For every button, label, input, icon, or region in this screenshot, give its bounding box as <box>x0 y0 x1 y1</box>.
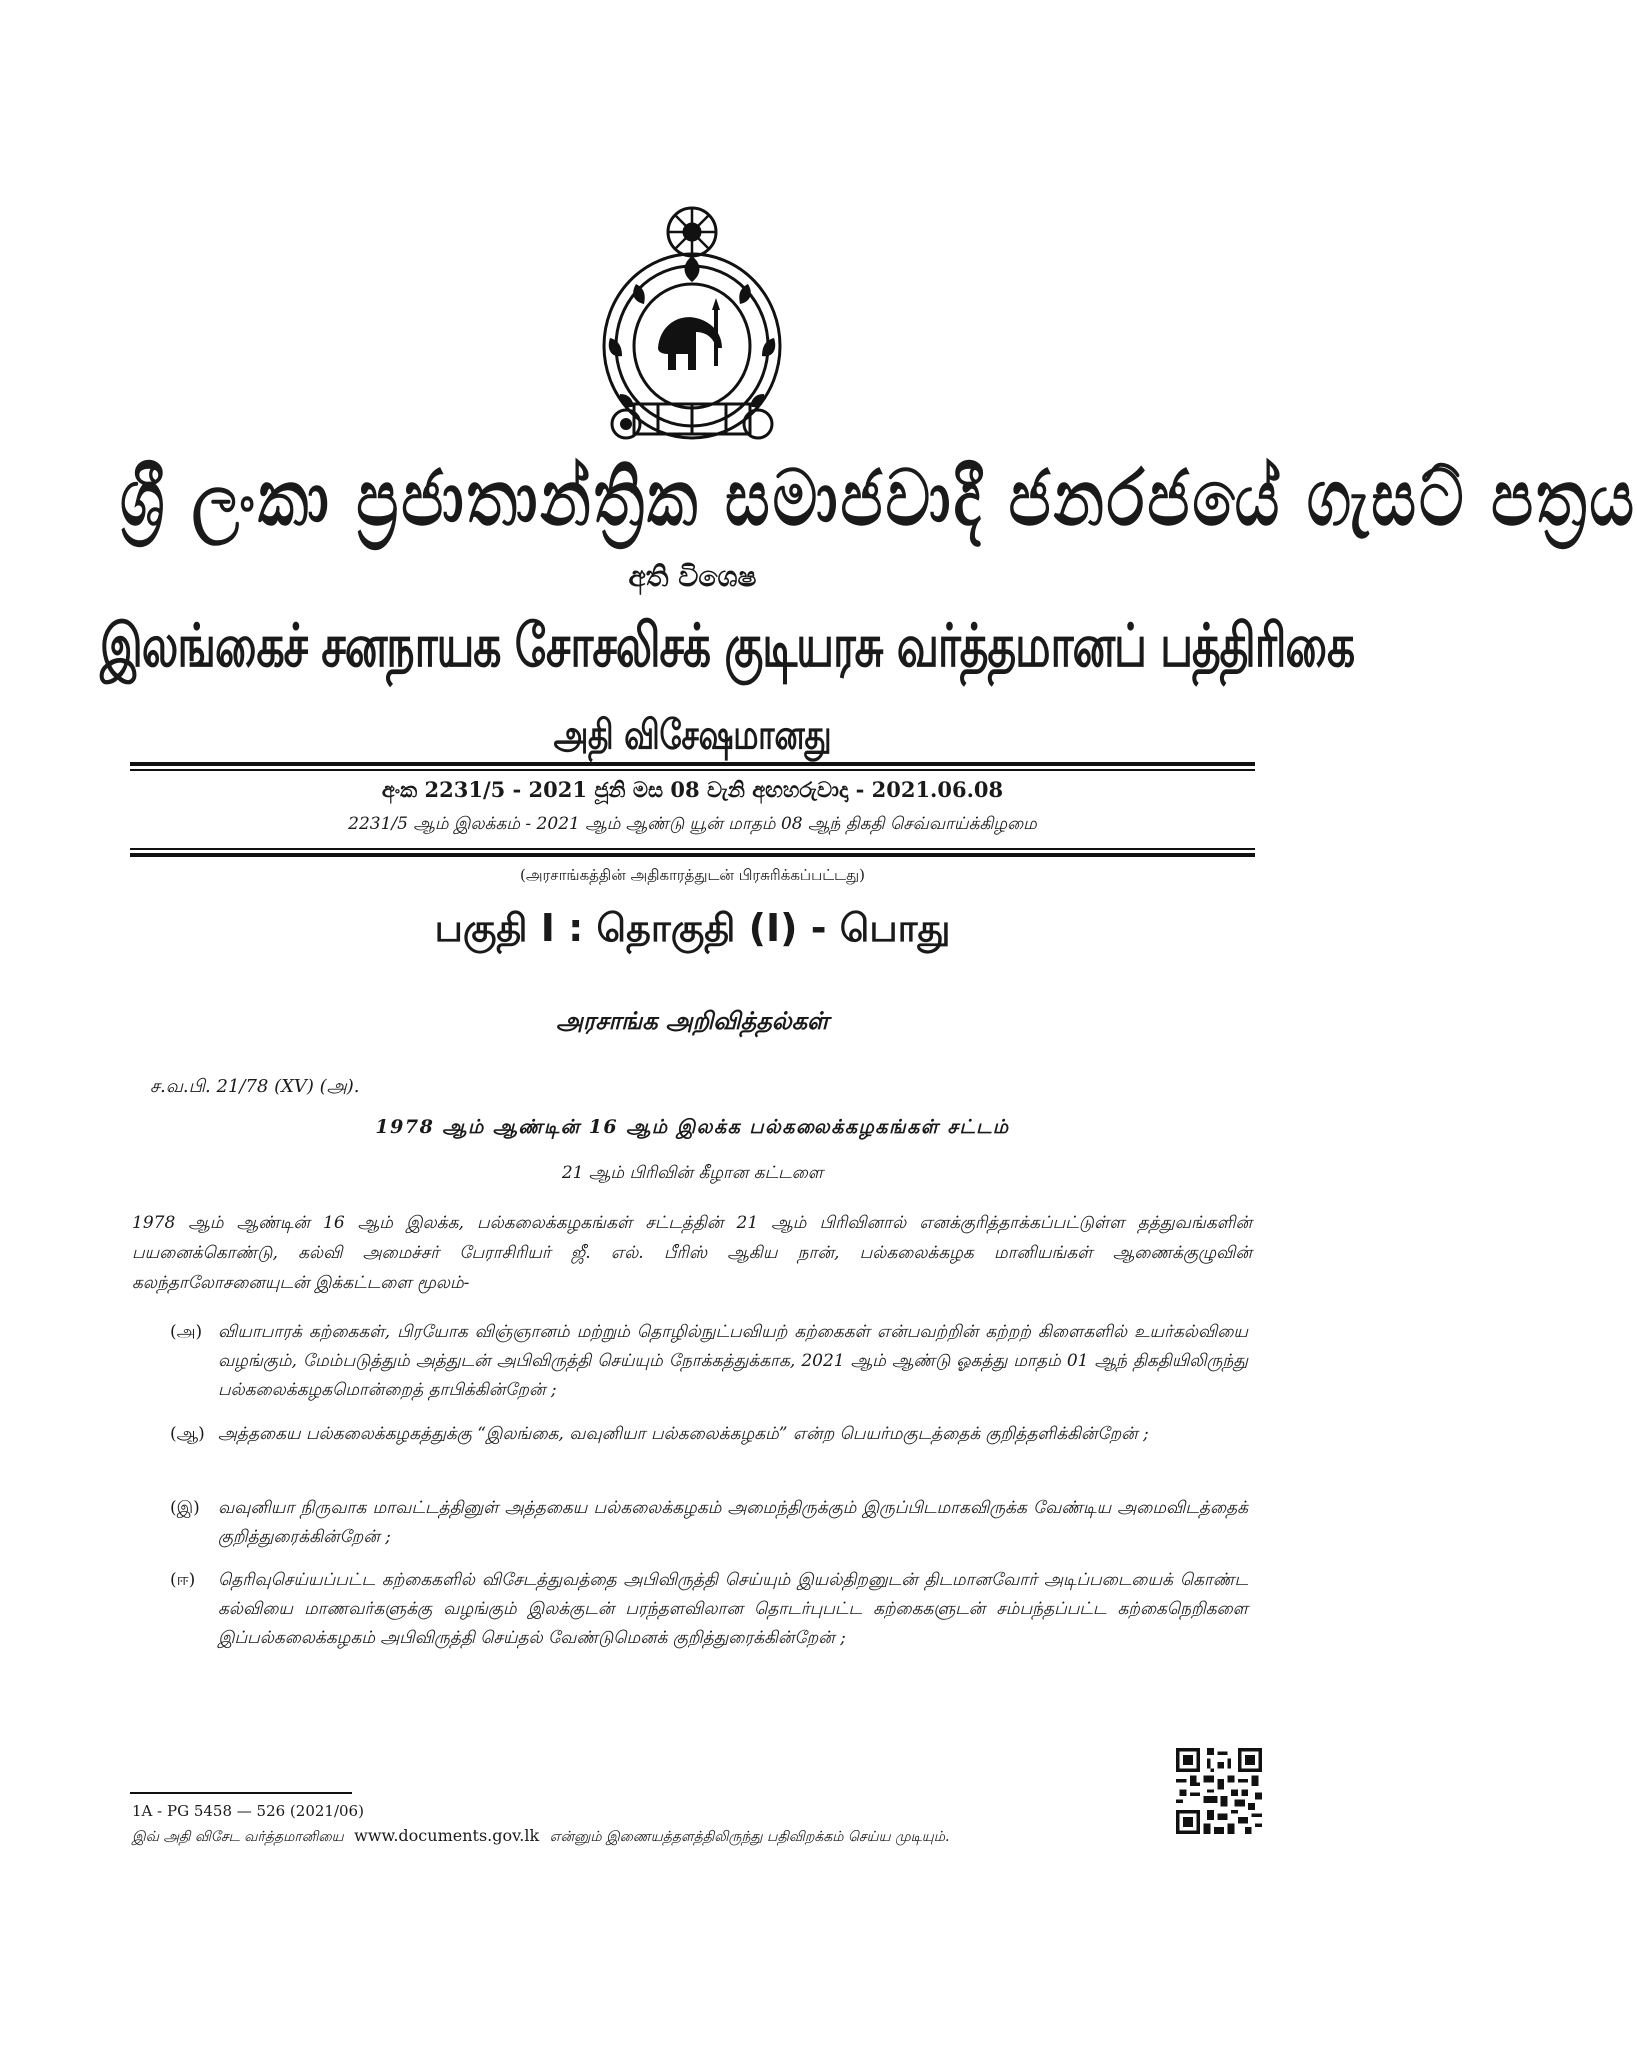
clause-number: (ஈ) <box>170 1570 196 1590</box>
header-divider-thick <box>130 762 1255 766</box>
qr-code-icon[interactable] <box>1176 1748 1262 1834</box>
download-note <box>132 1826 950 1847</box>
footnote-divider <box>130 1792 352 1794</box>
notice-reference: ச.வ.பி. 21/78 (XV) (அ). <box>150 1076 360 1097</box>
issue-divider-thin <box>130 848 1255 850</box>
clause-item <box>170 1420 1248 1449</box>
order-title: 21 ஆம் பிரிவின் கீழான கட்டளை <box>561 1163 824 1183</box>
download-note-suffix: என்னும் இணையத்தளத்திலிருந்து பதிவிறக்கம் செய்ய முடியும். <box>549 1829 950 1845</box>
download-note-prefix: இவ் அதி விசேட வர்த்தமானியை <box>132 1829 344 1845</box>
print-code: 1A - PG 5458 — 526 (2021/06) <box>132 1802 364 1820</box>
clause-item <box>170 1566 1248 1653</box>
issue-number-sinhala: අංක 2231/5 - 2021 ජූනි මස 08 වැනි අඟහරුවාදා - 2021.06.08 <box>381 777 1004 802</box>
documents-link[interactable]: www.documents.gov.lk <box>354 1826 540 1845</box>
sri-lanka-emblem-icon <box>596 198 788 448</box>
gazette-subtitle-tamil: அதி விசேஷமானது <box>553 712 832 759</box>
clause-text: தெரிவுசெய்யப்பட்ட கற்கைகளில் விசேடத்துவத்தை அபிவிருத்தி செய்யும் இயல்திறனுடன் திடமானவோர் அடிப்படையைக் கொண்ட கல்வியை மாணவர்களுக்கு வழங்கும் இலக்குடன் பரந்தளவிலான தொடர்புபட்ட கற்கைகளுடன் சம்பந்தப்பட்ட கற்கைநெறிகளை இப்பல்கலைக்கழகம் அபிவிருத்தி செய்தல் வேண்டுமெனக் குறித்துரைக்கின்றேன் ; <box>218 1570 1248 1648</box>
clause-text: அத்தகைய பல்கலைக்கழகத்துக்கு “இலங்கை, வவுனியா பல்கலைக்கழகம்” என்ற பெயர்மகுடத்தைக் குறித்தளிக்கின்றேன் ; <box>218 1424 1149 1444</box>
clause-text: வவுனியா நிருவாக மாவட்டத்தினுள் அத்தகைய பல்கலைக்கழகம் அமைந்திருக்கும் இருப்பிடமாகவிருக்க வேண்டிய அமைவிடத்தைக் குறித்துரைக்கின்றேன் ; <box>218 1498 1248 1547</box>
act-title: 1978 ஆம் ஆண்டின் 16 ஆம் இலக்க பல்கலைக்கழகங்கள் சட்டம் <box>375 1116 1010 1138</box>
clause-number: (ஆ) <box>170 1424 205 1444</box>
issue-divider-thick <box>130 853 1255 857</box>
section-heading: அரசாங்க அறிவித்தல்கள் <box>556 1006 829 1035</box>
clause-item <box>170 1494 1248 1552</box>
gazette-title-sinhala: ශ්‍රී ලංකා ප්‍රජාතාන්ත්‍රික සමාජවාදී ජනරජයේ ගැසට් පත්‍රය <box>120 452 1637 544</box>
clause-number: (இ) <box>170 1498 200 1518</box>
gazette-title-tamil: இலங்கைச் சனநாயக சோசலிசக் குடியரசு வர்த்தமானப் பத்திரிகை <box>100 612 1355 681</box>
clause-item <box>170 1318 1248 1405</box>
clause-number: (அ) <box>170 1322 203 1342</box>
gazette-subtitle-sinhala: අති විශෙෂ <box>628 560 757 593</box>
publication-authority: (அரசாங்கத்தின் அதிகாரத்துடன் பிரசுரிக்கப்பட்டது) <box>520 866 865 884</box>
part-heading: பகுதி I : தொகுதி (I) - பொது <box>434 906 951 950</box>
notice-preamble: 1978 ஆம் ஆண்டின் 16 ஆம் இலக்க, பல்கலைக்கழகங்கள் சட்டத்தின் 21 ஆம் பிரிவினால் எனக்குரித்தாக்கப்பட்டுள்ள தத்துவங்களின் பயனைக்கொண்டு, கல்வி அமைச்சர் பேராசிரியர் ஜீ. எல். பீரிஸ் ஆகிய நான், பல்கலைக்கழக மானியங்கள் ஆணைக்குழுவின் கலந்தாலோசனையுடன் இக்கட்டளை மூலம்- <box>132 1213 1252 1293</box>
clause-text: வியாபாரக் கற்கைகள், பிரயோக விஞ்ஞானம் மற்றும் தொழில்நுட்பவியற் கற்கைகள் என்பவற்றின் கற்றற் கிளைகளில் உயர்கல்வியை வழங்கும், மேம்படுத்தும் அத்துடன் அபிவிருத்தி செய்யும் நோக்கத்துக்காக, 2021 ஆம் ஆண்டு ஓகத்து மாதம் 01 ஆந் திகதியிலிருந்து பல்கலைக்கழகமொன்றைத் தாபிக்கின்றேன் ; <box>218 1322 1248 1400</box>
header-divider-thin <box>130 769 1255 771</box>
issue-number-tamil: 2231/5 ஆம் இலக்கம் - 2021 ஆம் ஆண்டு யூன் மாதம் 08 ஆந் திகதி செவ்வாய்க்கிழமை <box>348 814 1037 834</box>
